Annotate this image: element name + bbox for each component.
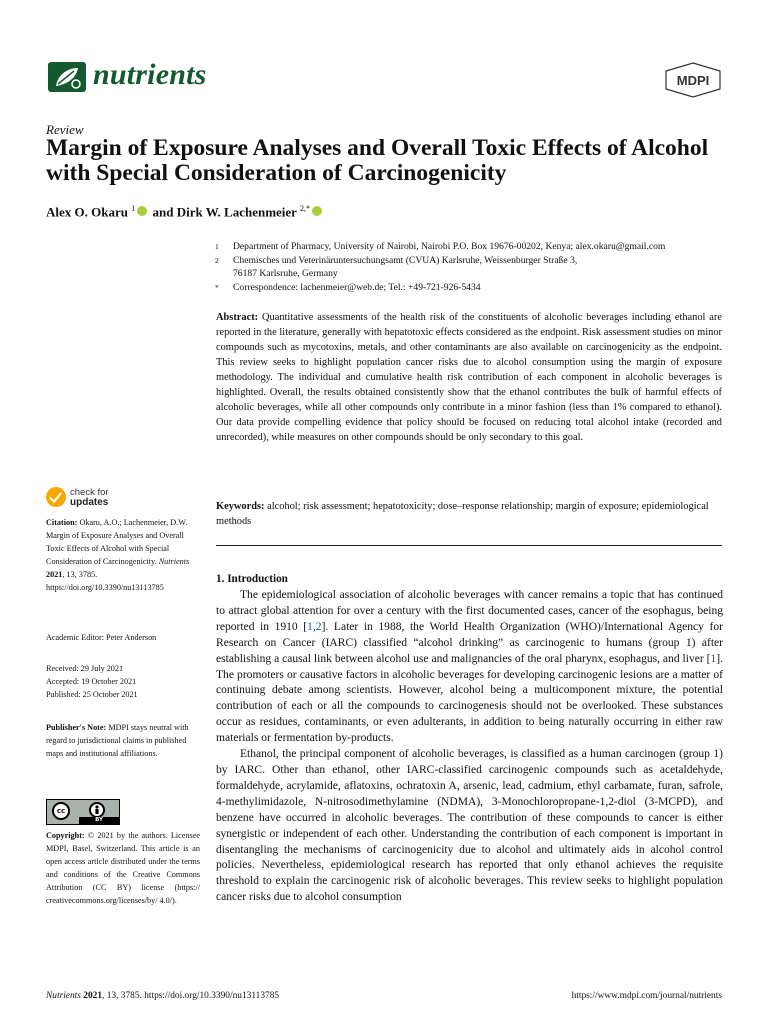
citation-block (46, 516, 200, 594)
accepted-date: Accepted: 19 October 2021 (46, 677, 137, 686)
citation-rest[interactable]: , 13, 3785. https://doi.org/10.3390/nu13113785 (46, 570, 164, 592)
affiliation-row (215, 254, 735, 268)
citation-label: Citation: (46, 518, 78, 527)
affiliation-mark: * (215, 282, 219, 292)
footer-url[interactable]: https://www.mdpi.com/journal/nutrients (571, 991, 722, 1001)
attribution-icon (89, 802, 105, 818)
abstract-label: Abstract: (216, 312, 259, 323)
author-sup: 2,* (299, 204, 310, 213)
publisher-note-label: Publisher's Note: (46, 723, 107, 732)
affiliation-mark: 2 (215, 255, 219, 265)
affiliation-text: 76187 Karlsruhe, Germany (233, 268, 338, 279)
footer-doi[interactable]: , 13, 3785. https://doi.org/10.3390/nu13113785 (102, 991, 280, 1001)
affiliation-mark: 1 (215, 242, 219, 251)
affiliation-text: Chemisches und Veterinäruntersuchungsamt (CVUA) Karlsruhe, Weissenburger Straße 3, (233, 254, 578, 266)
paragraph-text: The epidemiological association of alcoholic beverages with cancer remains a topic that has continued to attract global attention for over a century with the first documented cases, cancer of the esophagus, being reported in 1910 [ (216, 589, 723, 633)
abstract-text: Quantitative assessments of the health risk of the constituents of alcoholic beverages including ethanol are reported in the literature, generally with hepatotoxic effects considered as the endpoint. Risk assessment studies on minor compounds such as mycotoxins, metals, and other contaminants are also available on carcinogenicity as the endpoint. This review seeks to highlight population cancer risks due to alcohol consumption using the margin of exposure methodology. The individual and cumulative health risk contribution of each component in alcoholic beverages is highlighted. Overall, the results obtained consistently show that the ethanol contributes the bulk of harmful effects of alcoholic beverages, while all other compounds only contribute in a minor fashion (less than 1% compared to ethanol). Our data provide compelling evidence that policy should be focused on reducing total alcohol intake (recorded and unrecorded), while measures on other compounds should be only secondary to this goal. (216, 312, 722, 444)
check-updates-icon (46, 487, 66, 507)
check-for-updates-button[interactable] (46, 485, 156, 511)
citation-year: 2021 (46, 570, 63, 579)
check-updates-line2: updates (70, 497, 109, 508)
affiliation-text: Department of Pharmacy, University of Nairobi, Nairobi P.O. Box 19676-00202, Kenya; alex.okaru@gmail.com (233, 241, 666, 252)
by-label: BY (79, 817, 119, 824)
footer-journal: Nutrients (46, 991, 81, 1001)
author-name[interactable]: Dirk W. Lachenmeier (176, 204, 297, 220)
article-type: Review (46, 122, 84, 137)
orcid-icon[interactable] (312, 206, 322, 216)
reference-link[interactable]: 1 (710, 652, 717, 665)
body-text (216, 588, 723, 906)
affiliation-text: Correspondence: lachenmeier@web.de; Tel.: +49-721-926-5434 (233, 281, 481, 293)
orcid-icon[interactable] (137, 206, 147, 216)
divider (216, 545, 722, 546)
affiliations (215, 240, 735, 294)
paragraph: Ethanol, the principal component of alcoholic beverages, is classified as a human carcinogen (group 1) by IARC. Other than ethanol, other IARC-classified carcinogenic compounds such as acetaldehyde, formaldehyde, acrylamide, aflatoxins, ochratoxin A, arsenic, lead, cadmium, ethyl carbamate, furan, safrole, 4-methylimidazole, N-nitrosodimethylamine (NDMA), 3-Monochloropropane-1,2-diol (3-MCPD), and benzene have occurred in alcoholic beverages. The contribution of these compounds to cancer is either synergistic or independent of each other. Understanding the contribution of each component is important in disentangling the mechanisms of carcinogenicity due to alcohol and ultimately aids in alcohol control policies. Nevertheless, epidemiological research has reported that only ethanol achieves the requisite threshold to explain the carcinogenic risk of alcoholic beverages. This review seeks to highlight population cancer risks due to alcohol consumption (216, 748, 723, 904)
paragraph-text: ]. Later in 1988, the World Health Organization (WHO)/International Agency for Research on Cancer (IARC) classified “alcohol drinking” as carcinogenic to humans (group 1) after establishing a causal link between alcohol use and malignancies of the oral pharynx, esophagus, and liver [ (216, 620, 723, 665)
check-updates-line1: check for (70, 487, 109, 498)
published-date: Published: 25 October 2021 (46, 690, 138, 699)
academic-editor: Academic Editor: Peter Anderson (46, 633, 157, 642)
paragraph-text: ]. The promoters or causative factors in alcoholic beverages for developing carcinogenic lesions are a matter of continuing debate among scientists. However, alcohol being a multicomponent mixture, the potential contribution of each or all the compounds to carcinogenesis should not be overlooked. These substances occur as residues, contaminants, or even adulterants, in addition to being naturally occurring in either raw materials or fermentation by-products. (216, 652, 723, 745)
page-footer (46, 991, 722, 1001)
copyright-block (46, 829, 200, 907)
paragraph (216, 588, 723, 747)
journal-name: nutrients (93, 58, 207, 91)
author-name[interactable]: Alex O. Okaru (46, 204, 128, 220)
author-sup: 1 (131, 204, 136, 213)
affiliation-row (215, 267, 735, 281)
mdpi-logo-icon (664, 62, 722, 98)
article-title: Margin of Exposure Analyses and Overall Toxic Effects of Alcohol with Special Consideration of Carcinogenicity (46, 135, 709, 186)
footer-citation (46, 991, 279, 1001)
cc-icon: cc (52, 802, 70, 820)
publisher-note (46, 721, 200, 760)
reference-link[interactable]: 1,2 (307, 620, 322, 633)
section-heading: 1. Introduction (216, 573, 288, 585)
dates-block (46, 662, 200, 701)
received-date: Received: 29 July 2021 (46, 664, 124, 673)
keywords-text: alcohol; risk assessment; hepatotoxicity; dose–response relationship; margin of exposure; epidemiological methods (216, 501, 709, 527)
keywords (216, 499, 722, 529)
affiliation-row (215, 281, 735, 295)
citation-journal: Nutrients (158, 557, 190, 566)
affiliation-mark (215, 267, 233, 281)
author-list (46, 204, 324, 220)
footer-year: 2021 (83, 991, 102, 1001)
publisher-note-text: MDPI stays neutral with regard to jurisdictional claims in published maps and institutional affiliations. (46, 723, 189, 758)
citation-text: Okaru, A.O.; Lachenmeier, D.W. Margin of Exposure Analyses and Overall Toxic Effects of Alcohol with Special Consideration of Carcinogenicity. (46, 518, 188, 566)
copyright-label: Copyright: (46, 831, 85, 840)
abstract (216, 310, 722, 445)
mdpi-text: MDPI (676, 73, 710, 88)
journal-logo-icon (46, 60, 88, 94)
copyright-text: © 2021 by the authors. Licensee MDPI, Basel, Switzerland. This article is an open access article distributed under the terms and conditions of the Creative Commons Attribution (CC BY) license (https:// creativecommons.org/licenses/by/ 4.0/). (46, 831, 200, 905)
affiliation-row (215, 240, 735, 254)
keywords-label: Keywords: (216, 501, 265, 512)
author-connector: and (152, 204, 174, 220)
cc-license-icon[interactable] (46, 799, 120, 825)
